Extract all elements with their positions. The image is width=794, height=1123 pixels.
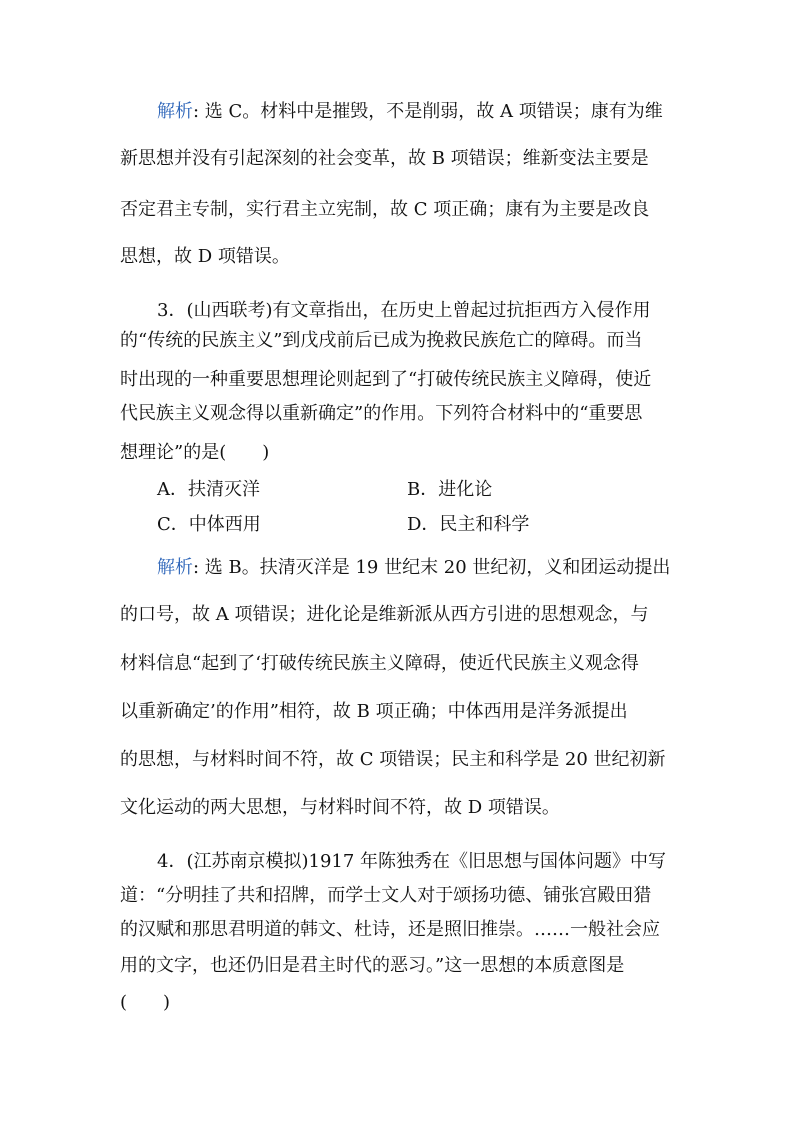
q3-stem-line-3: 时出现的一种重要思想理论则起到了“打破传统民族主义障碍，使近 <box>120 369 652 390</box>
q4-stem-line-3: 的汉赋和那思君明道的韩文、杜诗，还是照旧推崇。……一般社会应 <box>120 919 660 940</box>
explanation-label: 解析 <box>157 101 193 122</box>
q2-explanation-line-2: 新思想并没有引起深刻的社会变革，故 B 项错误；维新变法主要是 <box>120 148 649 169</box>
q3-explanation-line-3: 材料信息“起到了‘打破传统民族主义障碍，使近代民族主义观念得 <box>120 653 639 674</box>
q3-stem-line-4: 代民族主义观念得以重新确定”的作用。下列符合材料中的“重要思 <box>120 403 643 424</box>
q3-option-d: D．民主和科学 <box>407 514 530 535</box>
q3-option-c: C．中体西用 <box>157 514 261 535</box>
q3-stem-line-5: 想理论”的是( ) <box>120 442 270 463</box>
q4-stem-line-4: 用的文字，也还仍旧是君主时代的恶习。”这一思想的本质意图是 <box>120 955 625 976</box>
q4-stem-line-5: ( ) <box>120 992 171 1013</box>
q3-explanation-line-1: 解析: 选 B。扶清灭洋是 19 世纪末 20 世纪初，义和团运动提出 <box>157 557 671 578</box>
q3-option-b: B．进化论 <box>407 479 493 500</box>
q4-stem-line-2: 道：“分明挂了共和招牌，而学士文人对于颂扬功德、铺张宫殿田猎 <box>120 885 652 906</box>
q3-explanation-line-2: 的口号，故 A 项错误；进化论是维新派从西方引进的思想观念，与 <box>120 604 649 625</box>
q2-explanation-line-3: 否定君主专制，实行君主立宪制，故 C 项正确；康有为主要是改良 <box>120 199 650 220</box>
q3-explanation-line-4: 以重新确定’的作用”相符，故 B 项正确；中体西用是洋务派提出 <box>120 701 628 722</box>
q3-stem-line-2: 的“传统的民族主义”到戊戌前后已成为挽救民族危亡的障碍。而当 <box>120 330 643 351</box>
q3-explanation-line-6: 文化运动的两大思想，与材料时间不符，故 D 项错误。 <box>120 797 560 818</box>
q3-option-a: A．扶清灭洋 <box>157 479 260 500</box>
q2-explanation-line-1: 解析: 选 C。材料中是摧毁，不是削弱，故 A 项错误；康有为维 <box>157 101 663 122</box>
q3-explanation-line-5: 的思想，与材料时间不符，故 C 项错误；民主和科学是 20 世纪初新 <box>120 749 666 770</box>
explanation-label: 解析 <box>157 557 193 578</box>
q3-stem-line-1: 3．(山西联考)有文章指出，在历史上曾起过抗拒西方入侵作用 <box>157 300 651 321</box>
q2-explanation-line-4: 思想，故 D 项错误。 <box>120 246 290 267</box>
q4-stem-line-1: 4．(江苏南京模拟)1917 年陈独秀在《旧思想与国体问题》中写 <box>157 851 667 872</box>
